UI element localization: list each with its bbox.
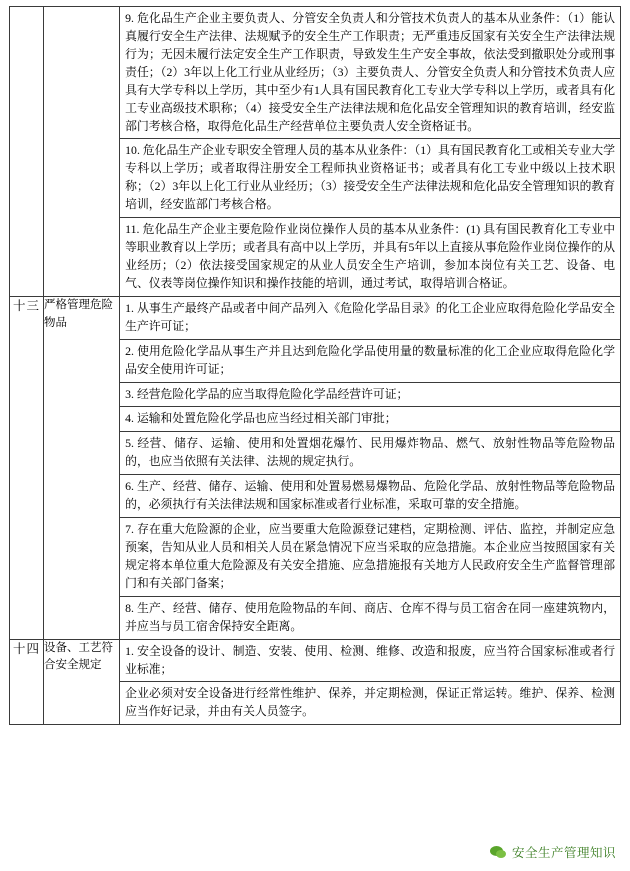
- row-name: 严格管理危险物品: [44, 296, 120, 639]
- list-item: 11. 危化品生产企业主要危险作业岗位操作人员的基本从业条件：(1) 具有国民教育化工专业中等职业教育以上学历；或者具有高中以上学历，并具有5年以上直接从事危险作业岗位操作的从业经历；（2）依法接受国家规定的从业人员安全生产培训，参加本岗位有关工艺、设备、电气、仪表等岗位操作知识和操作技能的培训，通过考试，取得培训合格证。: [125, 222, 615, 290]
- table-row: [10, 7, 621, 297]
- list-item: 5. 经营、储存、运输、使用和处置烟花爆竹、民用爆炸物品、燃气、放射性物品等危险物品的，也应当依照有关法律、法规的规定执行。: [120, 432, 620, 475]
- table-body: [10, 7, 621, 725]
- row-content: [120, 296, 621, 639]
- row-number: 十三: [10, 296, 44, 639]
- row-name: [44, 7, 120, 297]
- list-item: 6. 生产、经营、储存、运输、使用和处置易燃易爆物品、危险化学品、放射性物品等危险物品的，必须执行有关法律法规和国家标准或者行业标准，采取可靠的安全措施。: [120, 475, 620, 518]
- list-item: 8. 生产、经营、储存、使用危险物品的车间、商店、仓库不得与员工宿舍在同一座建筑物内，并应当与员工宿舍保持安全距离。: [125, 600, 615, 633]
- list-item: 1. 从事生产最终产品或者中间产品列入《危险化学品目录》的化工企业应取得危险化学品安全生产许可证；: [120, 297, 620, 340]
- table-row: [10, 296, 621, 639]
- list-item: 企业必须对安全设备进行经常性维护、保养，并定期检测，保证正常运转。维护、保养、检测应当作好记录，并由有关人员签字。: [125, 686, 615, 719]
- list-item: 4. 运输和处置危险化学品也应当经过相关部门审批；: [120, 407, 620, 432]
- row-content: [120, 639, 621, 725]
- row-name: 设备、工艺符合安全规定: [44, 639, 120, 725]
- regulations-table: [9, 6, 621, 725]
- list-item: 9. 危化品生产企业主要负责人、分管安全负责人和分管技术负责人的基本从业条件：（1）能认真履行安全生产法律、法规赋予的安全生产工作职责；无严重违反国家有关安全生产法律法规行为；无因未履行法定安全生产工作职责，导致发生生产安全事故，依法受到撤职处分或刑事责任；（2）3年以上化工行业从业经历；（3）主要负责人、分管安全负责人和分管技术负责人应具有大学专科以上学历，其中至少有1人具有国民教育化工专业大学专科以上学历，或者具有化工专业高级技术职称；（4）接受安全生产法律法规和危化品安全管理知识的教育培训，经安监部门考核合格，取得危化品生产经营单位主要负责人安全资格证书。: [120, 7, 620, 139]
- list-item: 3. 经营危险化学品的应当取得危险化学品经营许可证；: [120, 383, 620, 408]
- list-item: 2. 使用危险化学品从事生产并且达到危险化学品使用量的数量标准的化工企业应取得危险化学品安全使用许可证；: [120, 340, 620, 383]
- watermark: [490, 843, 616, 861]
- document-page: [0, 6, 630, 871]
- wechat-icon: [490, 845, 507, 860]
- row-content: [120, 7, 621, 297]
- list-item: 1. 安全设备的设计、制造、安装、使用、检测、维修、改造和报废，应当符合国家标准或者行业标准；: [120, 640, 620, 683]
- row-number: 十四: [10, 639, 44, 725]
- row-number: [10, 7, 44, 297]
- watermark-label: 安全生产管理知识: [511, 846, 616, 860]
- list-item: 7. 存在重大危险源的企业，应当要重大危险源登记建档，定期检测、评估、监控，并制定应急预案，告知从业人员和相关人员在紧急情况下应当采取的应急措施。本企业应当按照国家有关规定将本单位重大危险源及有关安全措施、应急措施报有关地方人民政府安全生产监督管理部门和有关部门备案；: [120, 518, 620, 597]
- page-footer: [0, 833, 630, 871]
- table-row: [10, 639, 621, 725]
- list-item: 10. 危化品生产企业专职安全管理人员的基本从业条件：（1）具有国民教育化工或相关专业大学专科以上学历；或者取得注册安全工程师执业资格证书；或者具有化工专业中级以上技术职称；（2）3年以上化工行业从业经历；（3）接受安全生产法律法规和危化品安全管理知识的教育培训，经安监部门考核合格。: [120, 139, 620, 218]
